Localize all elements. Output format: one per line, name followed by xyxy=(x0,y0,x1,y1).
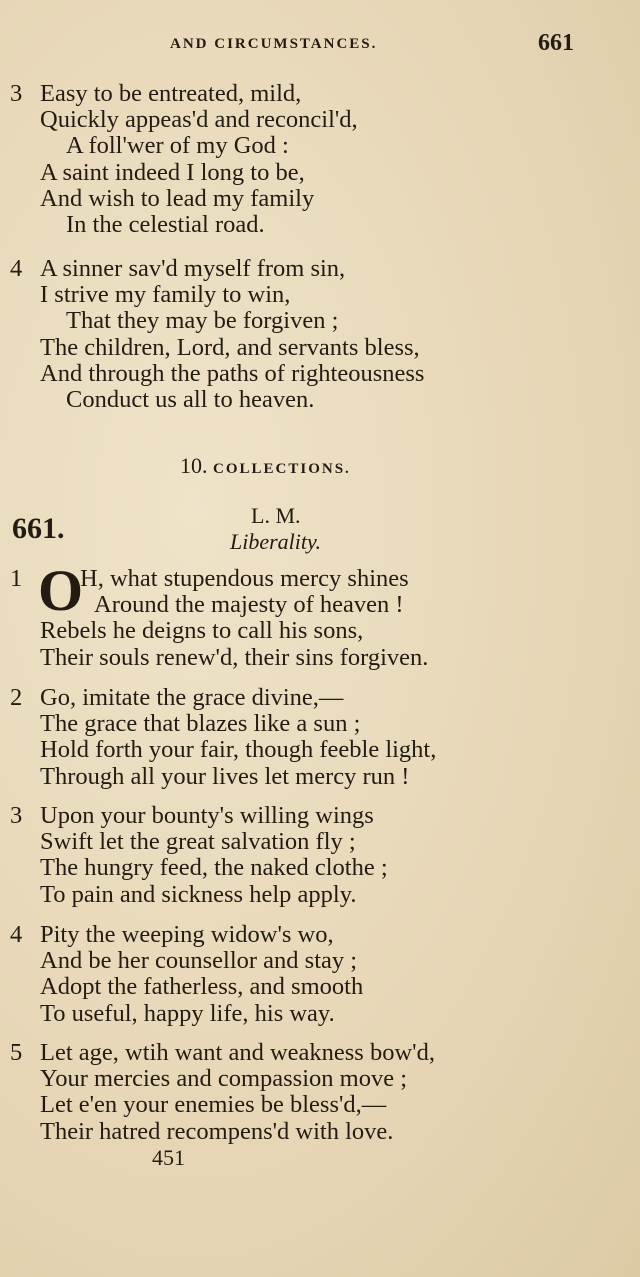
verse-line: To pain and sickness help apply. xyxy=(40,880,357,908)
verse-line: And be her counsellor and stay ; xyxy=(40,947,358,975)
hymn-title: Liberality. xyxy=(230,529,322,554)
drop-cap: O xyxy=(38,558,84,623)
running-title: AND CIRCUMSTANCES. xyxy=(170,36,378,52)
hymn-meter: L. M. xyxy=(251,503,301,528)
stanza xyxy=(0,81,358,238)
verse-line: Their souls renew'd, their sins forgiven. xyxy=(40,643,429,671)
verse-line: Swift let the great salvation fly ; xyxy=(40,828,356,856)
verse-line: Quickly appeas'd and reconcil'd, xyxy=(40,106,358,134)
hymn-number: 661. xyxy=(12,512,65,545)
stanza-number: 4 xyxy=(10,255,23,282)
verse-line: A saint indeed I long to be, xyxy=(40,158,305,186)
verse-line: Rebels he deigns to call his sons, xyxy=(40,617,364,645)
verse-line: Adopt the fatherless, and smooth xyxy=(40,973,364,1001)
verse-line: The hungry feed, the naked clothe ; xyxy=(40,854,388,882)
stanza-number: 5 xyxy=(10,1039,23,1066)
section-title: COLLECTIONS. xyxy=(213,461,351,477)
verse-line: Conduct us all to heaven. xyxy=(66,385,315,413)
stanza xyxy=(0,558,429,671)
verse-line: Hold forth your fair, though feeble light, xyxy=(40,736,437,764)
verse-line: The grace that blazes like a sun ; xyxy=(40,710,361,738)
verse-line: H, what stupendous mercy shines xyxy=(80,565,409,592)
stanza xyxy=(0,1040,435,1145)
stanza-number: 4 xyxy=(10,921,23,948)
stanza-number: 2 xyxy=(10,684,23,711)
verse-line: That they may be forgiven ; xyxy=(66,307,339,335)
verse-line: And through the paths of righteousness xyxy=(40,359,425,387)
stanza xyxy=(0,922,363,1027)
verse-line: The children, Lord, and servants bless, xyxy=(40,333,420,361)
verse-line: Let age, wtih want and weakness bow'd, xyxy=(40,1039,435,1066)
stanza xyxy=(0,803,388,908)
verse-line: Around the majesty of heaven ! xyxy=(94,591,404,619)
verse-line: Go, imitate the grace divine,— xyxy=(40,684,344,711)
verse-line: And wish to lead my family xyxy=(40,184,315,212)
verse-line: Let e'en your enemies be bless'd,— xyxy=(40,1091,387,1119)
section-heading xyxy=(180,453,351,479)
verse-line: I strive my family to win, xyxy=(40,281,291,309)
verse-line: Through all your lives let mercy run ! xyxy=(40,762,410,790)
verse-line: Your mercies and compassion move ; xyxy=(40,1065,407,1093)
stanza xyxy=(0,685,436,790)
stanza xyxy=(0,256,424,413)
verse-line: Easy to be entreated, mild, xyxy=(40,80,302,107)
stanza-number: 3 xyxy=(10,802,23,829)
verse-line: Their hatred recompens'd with love. xyxy=(40,1117,394,1145)
verse-line: In the celestial road. xyxy=(66,210,265,238)
stanza-number: 1 xyxy=(10,565,23,592)
verse-line: A sinner sav'd myself from sin, xyxy=(40,255,346,282)
page-number: 661 xyxy=(538,30,574,56)
verse-line: Pity the weeping widow's wo, xyxy=(40,921,334,948)
section-number: 10. xyxy=(180,453,208,478)
verse-line: A foll'wer of my God : xyxy=(66,132,289,160)
signature-mark: 451 xyxy=(152,1145,185,1170)
verse-line: To useful, happy life, his way. xyxy=(40,999,335,1027)
verse-line: Upon your bounty's willing wings xyxy=(40,802,374,829)
stanza-number: 3 xyxy=(10,80,23,107)
